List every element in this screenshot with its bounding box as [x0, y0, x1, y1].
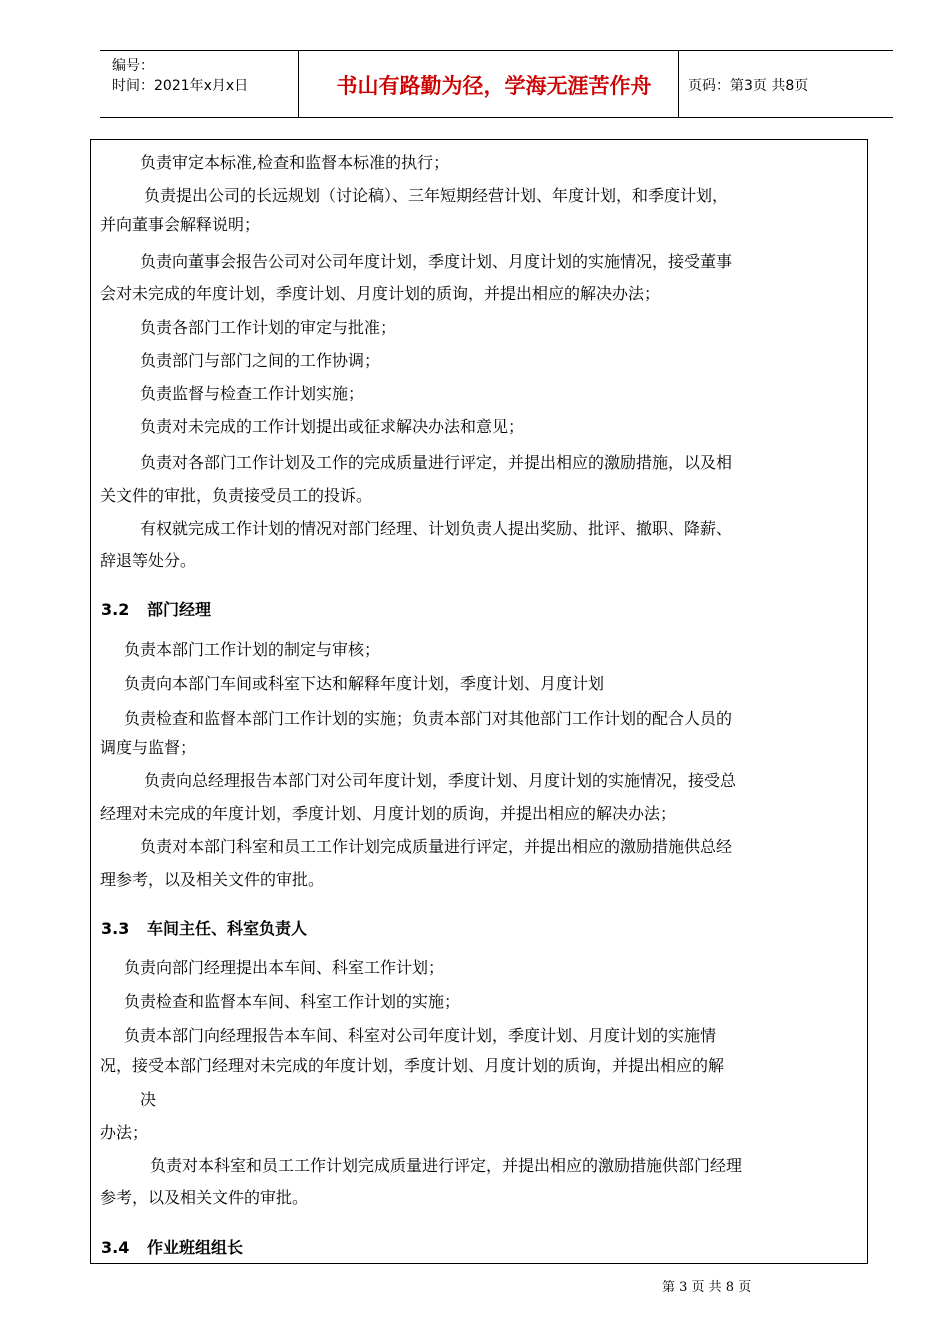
paragraph-line: 负责本部门向经理报告本车间、科室对公司年度计划，季度计划、月度计划的实施情 [124, 1026, 717, 1045]
paragraph-line: 负责向部门经理提出本车间、科室工作计划； [124, 958, 445, 977]
paragraph-line: 辞退等处分。 [100, 551, 197, 570]
header-meta [112, 56, 248, 96]
paragraph-line: 负责部门与部门之间的工作协调； [140, 351, 381, 370]
paragraph-line: 负责对各部门工作计划及工作的完成质量进行评定，并提出相应的激励措施，以及相 [140, 453, 733, 472]
paragraph-line: 负责对本科室和员工工作计划完成质量进行评定，并提出相应的激励措施供部门经理 [150, 1156, 743, 1175]
paragraph-line: 负责向本部门车间或科室下达和解释年度计划，季度计划、月度计划 [124, 674, 605, 693]
header-divider-left [298, 50, 299, 118]
paragraph-line: 况，接受本部门经理对未完成的年度计划，季度计划、月度计划的质询，并提出相应的解 [100, 1056, 725, 1075]
paragraph-line: 参考，以及相关文件的审批。 [100, 1188, 309, 1207]
paragraph-line: 决 [140, 1090, 157, 1109]
header-motto: 书山有路勤为径，学海无涯苦作舟 [336, 74, 652, 98]
paragraph-line: 负责检查和监督本车间、科室工作计划的实施； [124, 992, 461, 1011]
paragraph-line: 并向董事会解释说明； [100, 215, 261, 234]
paragraph-line: 会对未完成的年度计划，季度计划、月度计划的质询，并提出相应的解决办法； [100, 284, 661, 303]
paragraph-line: 负责检查和监督本部门工作计划的实施；负责本部门对其他部门工作计划的配合人员的 [124, 709, 733, 728]
section-number: 3.4 [101, 1238, 130, 1257]
paragraph-line: 负责向董事会报告公司对公司年度计划，季度计划、月度计划的实施情况，接受董事 [140, 252, 733, 271]
paragraph-line: 办法； [100, 1123, 149, 1142]
page-header [100, 50, 893, 118]
paragraph-line: 负责提出公司的长远规划（讨论稿）、三年短期经营计划、年度计划，和季度计划， [144, 186, 729, 205]
paragraph-line: 负责对本部门科室和员工工作计划完成质量进行评定，并提出相应的激励措施供总经 [140, 837, 733, 856]
section-title: 作业班组组长 [147, 1238, 244, 1257]
page-footer: 第 3 页 共 8 页 [662, 1280, 752, 1295]
paragraph-line: 负责监督与检查工作计划实施； [140, 384, 365, 403]
section-heading-3-4 [101, 1235, 243, 1258]
paragraph-line: 负责向总经理报告本部门对公司年度计划，季度计划、月度计划的实施情况，接受总 [144, 771, 737, 790]
paragraph-line: 关文件的审批，负责接受员工的投诉。 [100, 486, 373, 505]
header-page-info: 页码：第3页 共8页 [688, 78, 809, 94]
paragraph-line: 负责对未完成的工作计划提出或征求解决办法和意见； [140, 417, 525, 436]
section-heading-3-2 [101, 597, 211, 620]
header-top-rule [100, 50, 893, 51]
section-number: 3.3 [101, 919, 130, 938]
header-bottom-rule [100, 117, 893, 118]
paragraph-line: 有权就完成工作计划的情况对部门经理、计划负责人提出奖励、批评、撤职、降薪、 [140, 519, 733, 538]
paragraph-line: 调度与监督； [100, 738, 197, 757]
header-divider-right [678, 50, 679, 118]
paragraph-line: 负责各部门工作计划的审定与批准； [140, 318, 397, 337]
serial-label: 编号： [112, 58, 154, 74]
date-line: 时间：2021年x月x日 [112, 78, 249, 94]
section-number: 3.2 [101, 600, 130, 619]
paragraph-line: 经理对未完成的年度计划，季度计划、月度计划的质询，并提出相应的解决办法； [100, 804, 677, 823]
section-heading-3-3 [101, 916, 307, 939]
section-title: 部门经理 [147, 600, 212, 619]
paragraph-line: 理参考，以及相关文件的审批。 [100, 870, 325, 889]
paragraph-line: 负责本部门工作计划的制定与审核； [124, 640, 381, 659]
paragraph-line: 负责审定本标准,检查和监督本标准的执行； [140, 153, 450, 172]
section-title: 车间主任、科室负责人 [147, 919, 308, 938]
